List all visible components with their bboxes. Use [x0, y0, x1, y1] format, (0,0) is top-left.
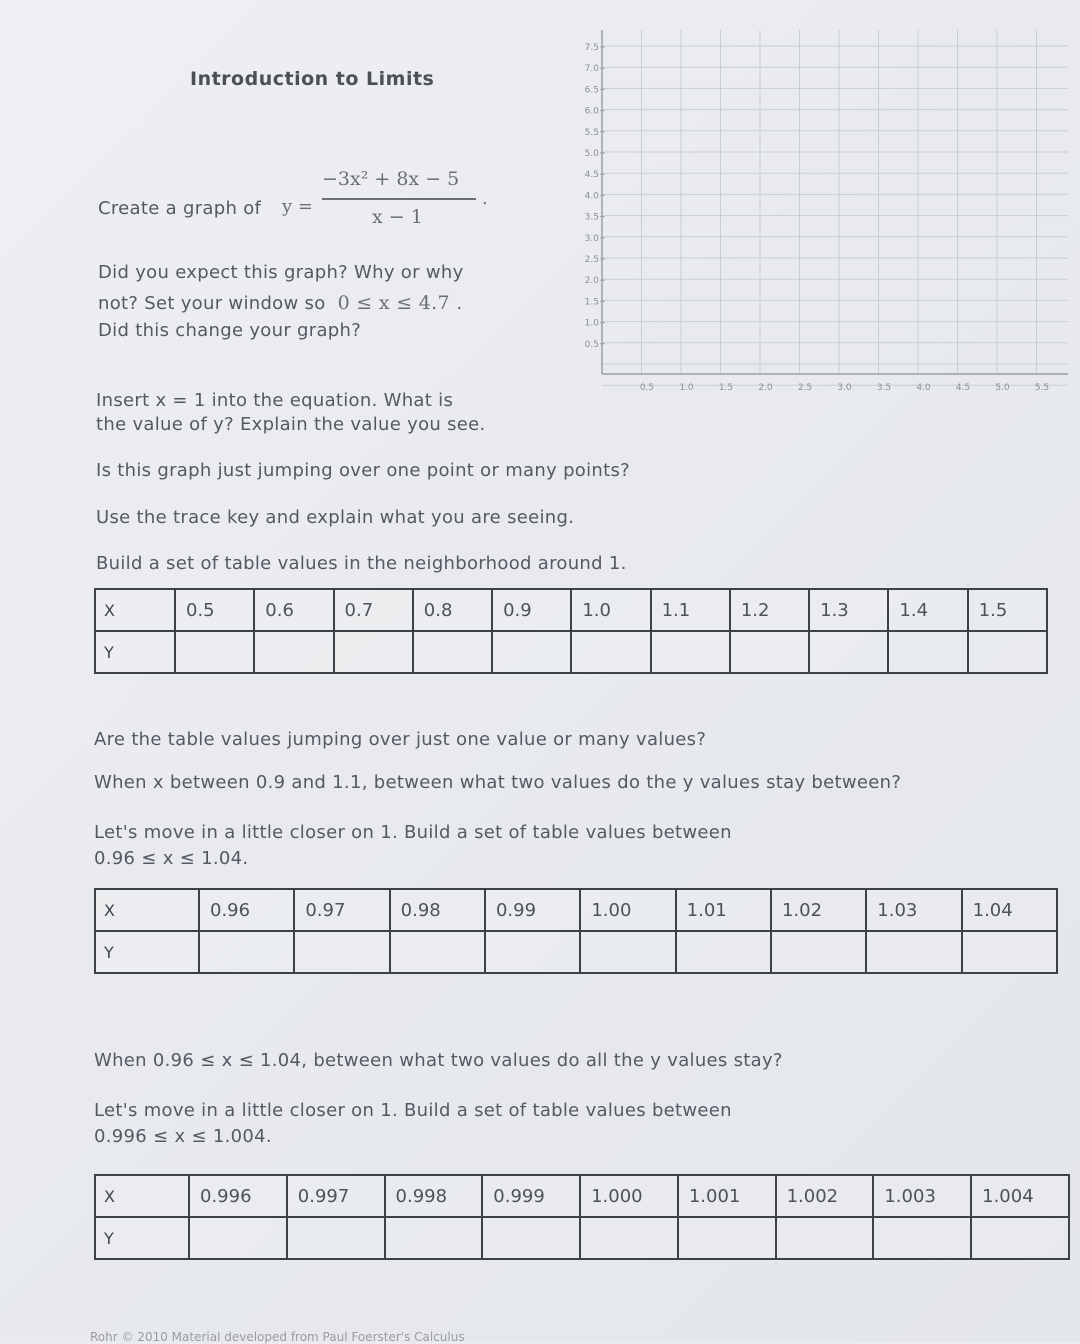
table3-y-cell[interactable]	[580, 1217, 678, 1259]
table2-y-cell[interactable]	[294, 931, 389, 973]
table-3	[94, 1174, 1070, 1260]
fraction-denominator: x − 1	[372, 206, 423, 228]
x-tick-label: 1.5	[718, 383, 734, 393]
table2-between-question: When 0.96 ≤ x ≤ 1.04, between what two values do all the y values stay?	[94, 1050, 783, 1071]
y-tick-label: 2.0	[584, 276, 599, 287]
y-tick-label: 3.5	[584, 212, 599, 223]
table2-x-cell: 1.03	[866, 889, 961, 931]
table3-x-cell: 0.998	[385, 1175, 483, 1217]
y-tick-label: 3.0	[584, 233, 599, 244]
insert-line-1: Insert x = 1 into the equation. What is	[96, 390, 454, 411]
table3-x-cell: 1.003	[873, 1175, 971, 1217]
y-tick-label: 1.0	[584, 318, 599, 329]
table-3-x-label: X	[95, 1175, 189, 1217]
y-tick-label: 0.5	[584, 339, 599, 350]
graph-grid	[580, 30, 1070, 410]
table2-y-cell[interactable]	[580, 931, 675, 973]
y-tick-label: 7.5	[584, 43, 599, 53]
table-2-y-row	[95, 931, 1057, 973]
table1-between-question: When x between 0.9 and 1.1, between what two values do the y values stay between?	[94, 772, 902, 793]
table-1-x-row	[95, 589, 1047, 631]
expect-line-1: Did you expect this graph? Why or why	[98, 262, 464, 283]
table1-x-cell: 1.5	[968, 589, 1047, 631]
table-1	[94, 588, 1048, 674]
table1-x-cell: 0.7	[334, 589, 413, 631]
table2-x-cell: 0.98	[390, 889, 485, 931]
graph-grid-svg	[580, 30, 1070, 410]
table2-x-cell: 0.97	[294, 889, 389, 931]
table-3-x-row	[95, 1175, 1069, 1217]
table2-y-cell[interactable]	[866, 931, 961, 973]
table3-x-cell: 1.004	[971, 1175, 1069, 1217]
table3-y-cell[interactable]	[482, 1217, 580, 1259]
create-graph-label: Create a graph of	[98, 198, 262, 219]
jump-question: Is this graph just jumping over one point or many points?	[96, 460, 631, 481]
y-tick-label: 6.5	[584, 85, 599, 96]
table1-x-cell: 0.9	[492, 589, 571, 631]
table3-x-cell: 0.999	[482, 1175, 580, 1217]
y-tick-label: 1.5	[584, 297, 599, 308]
table2-x-cell: 0.96	[199, 889, 294, 931]
table2-x-cell: 1.01	[676, 889, 771, 931]
table2-y-cell[interactable]	[390, 931, 485, 973]
x-tick-label: 3.5	[876, 383, 892, 393]
x-tick-label: 5.0	[995, 383, 1010, 393]
table1-jump-question: Are the table values jumping over just one value or many values?	[94, 729, 707, 750]
closer1-line-2: 0.96 ≤ x ≤ 1.04.	[94, 848, 249, 869]
insert-line-2: the value of y? Explain the value you see.	[96, 414, 486, 435]
table1-y-cell[interactable]	[334, 631, 413, 673]
expect-line-2	[98, 292, 463, 314]
table-1-x-label: X	[95, 589, 175, 631]
table-2-x-row	[95, 889, 1057, 931]
y-tick-label: 2.5	[584, 255, 599, 265]
fraction-bar	[322, 198, 476, 200]
table1-x-cell: 1.4	[888, 589, 967, 631]
table1-y-cell[interactable]	[175, 631, 254, 673]
table3-y-cell[interactable]	[873, 1217, 971, 1259]
table-2-x-label: X	[95, 889, 199, 931]
build-question: Build a set of table values in the neighborhood around 1.	[96, 553, 627, 574]
table-1-y-label: Y	[95, 631, 175, 673]
table2-y-cell[interactable]	[771, 931, 866, 973]
table3-y-cell[interactable]	[971, 1217, 1069, 1259]
y-tick-label: 4.0	[584, 191, 599, 202]
table1-x-cell: 0.5	[175, 589, 254, 631]
table3-y-cell[interactable]	[287, 1217, 385, 1259]
table3-x-cell: 1.000	[580, 1175, 678, 1217]
table1-x-cell: 0.6	[254, 589, 333, 631]
table2-x-cell: 1.02	[771, 889, 866, 931]
x-tick-label: 4.5	[955, 383, 971, 393]
table3-y-cell[interactable]	[189, 1217, 287, 1259]
y-tick-label: 4.5	[584, 170, 599, 181]
y-tick-label: 5.5	[584, 127, 599, 138]
window-inequality: 0 ≤ x ≤ 4.7 .	[337, 292, 463, 314]
table1-y-cell[interactable]	[413, 631, 492, 673]
y-tick-label: 7.0	[584, 64, 599, 75]
table1-y-cell[interactable]	[651, 631, 730, 673]
fraction-numerator: −3x² + 8x − 5	[322, 168, 460, 190]
table1-x-cell: 1.0	[571, 589, 650, 631]
table2-y-cell[interactable]	[962, 931, 1057, 973]
table-3-y-label: Y	[95, 1217, 189, 1259]
table1-y-cell[interactable]	[254, 631, 333, 673]
x-tick-label: 4.0	[916, 383, 931, 393]
table3-y-cell[interactable]	[678, 1217, 776, 1259]
x-tick-label: 5.5	[1034, 383, 1050, 393]
x-tick-label: 1.0	[679, 383, 694, 393]
table-3-y-row	[95, 1217, 1069, 1259]
table1-y-cell[interactable]	[492, 631, 571, 673]
table1-y-cell[interactable]	[730, 631, 809, 673]
table1-x-cell: 1.2	[730, 589, 809, 631]
table2-y-cell[interactable]	[676, 931, 771, 973]
closer2-line-2: 0.996 ≤ x ≤ 1.004.	[94, 1126, 272, 1147]
closer1-line-1: Let's move in a little closer on 1. Build a set of table values between	[94, 822, 732, 843]
table3-x-cell: 1.002	[776, 1175, 874, 1217]
y-tick-label: 6.0	[584, 106, 599, 117]
table2-x-cell: 0.99	[485, 889, 580, 931]
table3-x-cell: 0.996	[189, 1175, 287, 1217]
x-tick-label: 2.0	[758, 383, 773, 393]
table2-x-cell: 1.00	[580, 889, 675, 931]
y-equals: y =	[282, 196, 313, 217]
trace-question: Use the trace key and explain what you are seeing.	[96, 507, 575, 528]
table1-y-cell[interactable]	[571, 631, 650, 673]
table-2	[94, 888, 1058, 974]
table-1-y-row	[95, 631, 1047, 673]
table1-y-cell[interactable]	[809, 631, 888, 673]
table-2-y-label: Y	[95, 931, 199, 973]
expect-line-3: Did this change your graph?	[98, 320, 362, 341]
table2-x-cell: 1.04	[962, 889, 1057, 931]
x-tick-label: 2.5	[797, 383, 813, 393]
x-tick-label: 0.5	[639, 383, 655, 393]
table3-y-cell[interactable]	[776, 1217, 874, 1259]
equation-period: .	[482, 188, 488, 209]
page-title: Introduction to Limits	[190, 68, 435, 90]
table3-x-cell: 1.001	[678, 1175, 776, 1217]
y-tick-label: 5.0	[584, 149, 599, 159]
x-tick-label: 3.0	[837, 383, 852, 393]
expect-line-2-text: not? Set your window so	[98, 293, 326, 314]
table2-y-cell[interactable]	[199, 931, 294, 973]
table3-x-cell: 0.997	[287, 1175, 385, 1217]
table1-y-cell[interactable]	[888, 631, 967, 673]
table1-y-cell[interactable]	[968, 631, 1047, 673]
table1-x-cell: 0.8	[413, 589, 492, 631]
table1-x-cell: 1.1	[651, 589, 730, 631]
table1-x-cell: 1.3	[809, 589, 888, 631]
table2-y-cell[interactable]	[485, 931, 580, 973]
closer2-line-1: Let's move in a little closer on 1. Build a set of table values between	[94, 1100, 732, 1121]
table3-y-cell[interactable]	[385, 1217, 483, 1259]
footer-credit: Rohr © 2010 Material developed from Paul Foerster's Calculus	[90, 1330, 465, 1344]
